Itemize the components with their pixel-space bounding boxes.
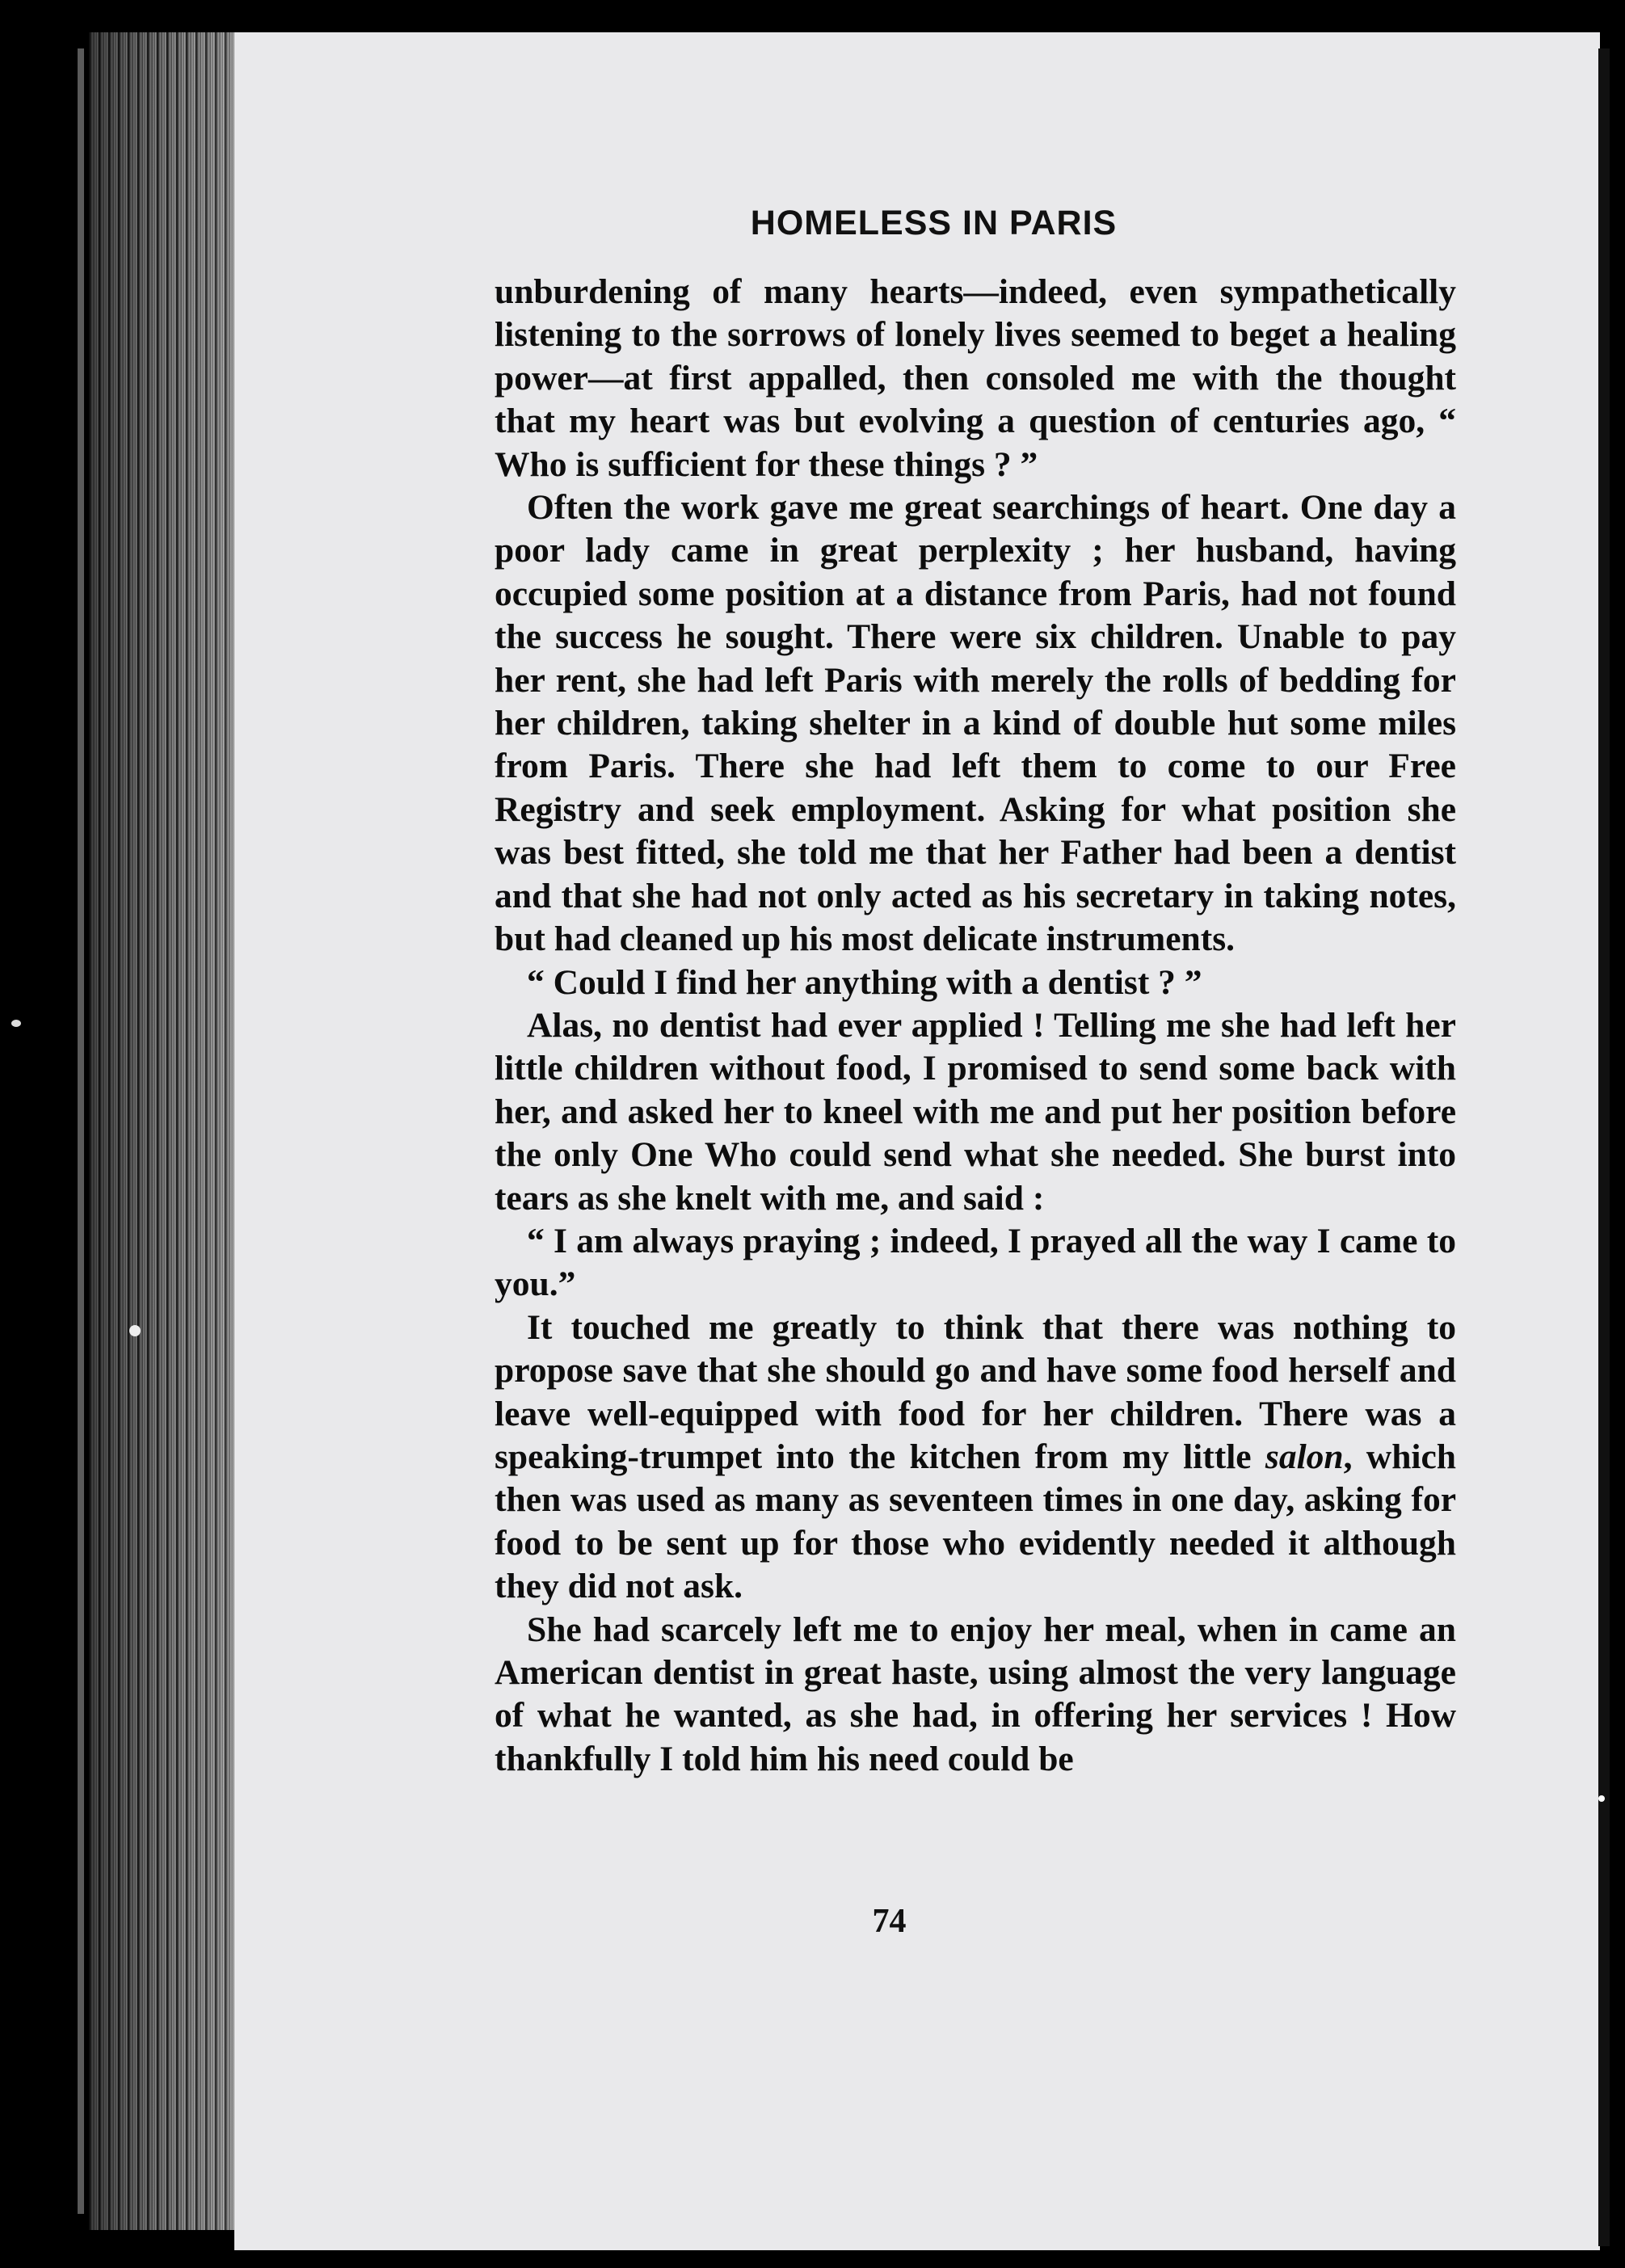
paragraph: “ Could I find her anything with a dentist ? ”: [527, 962, 1202, 1002]
paragraph: “ I am always praying ; indeed, I prayed all the way I came to you.”: [495, 1221, 1456, 1304]
paragraph-text: It touched me greatly to think that there was nothing to propose save that she should go and have some food herself and leave well-equipped with food for her children. There was a speaking-trumpet into the kitchen from my little: [495, 1307, 1456, 1476]
book-spine: [78, 48, 84, 2214]
paragraph: [495, 1307, 1456, 1609]
scan-speck: [129, 1325, 141, 1336]
body-text: [495, 271, 1456, 1781]
paragraph: She had scarcely left me to enjoy her meal, when in came an American dentist in great haste, using almost the very language of what he wanted, as she had, in offering her services ! How thankfully I told him his need could be: [495, 1609, 1456, 1778]
paragraph: Often the work gave me great searchings of heart. One day a poor lady came in great perplexity ; her husband, having occupied some position at a distance from Paris, had not found the success he sought. There were six children. Unable to pay her rent, she had left Paris with merely the rolls of bedding for her children, taking shelter in a kind of double hut some miles from Paris. There she had left them to come to our Free Registry and seek employment. Asking for what position she was best fitted, she told me that her Father had been a dentist and that she had not only acted as his secretary in taking notes, but had cleaned up his most delicate instruments.: [495, 488, 1456, 959]
paragraph-text: , which then was used as many as seventeen times in one day, asking for food to be sent up for those who evidently needed it although they did not ask.: [495, 1437, 1456, 1606]
italic-word: salon: [1265, 1437, 1344, 1476]
scan-speck: [11, 1020, 21, 1027]
paragraph: Alas, no dentist had ever applied ! Telling me she had left her little children without food, I promised to send some back with her, and asked her to kneel with me and put her position before the only One Who could send what she needed. She burst into tears as she knelt with me, and said :: [495, 1005, 1456, 1218]
page-edges: [89, 32, 250, 2230]
scan-speck: [1598, 1795, 1605, 1802]
page-number: 74: [872, 1903, 907, 1940]
paragraph: unburdening of many hearts—indeed, even sympathetically listening to the sorrows of lonely lives seemed to beget a healing power—at first appalled, then consoled me with the thought that my heart was but evolving a question of centuries ago, “ Who is sufficient for these things ? ”: [495, 272, 1456, 484]
running-title: HOMELESS IN PARIS: [750, 204, 1118, 242]
